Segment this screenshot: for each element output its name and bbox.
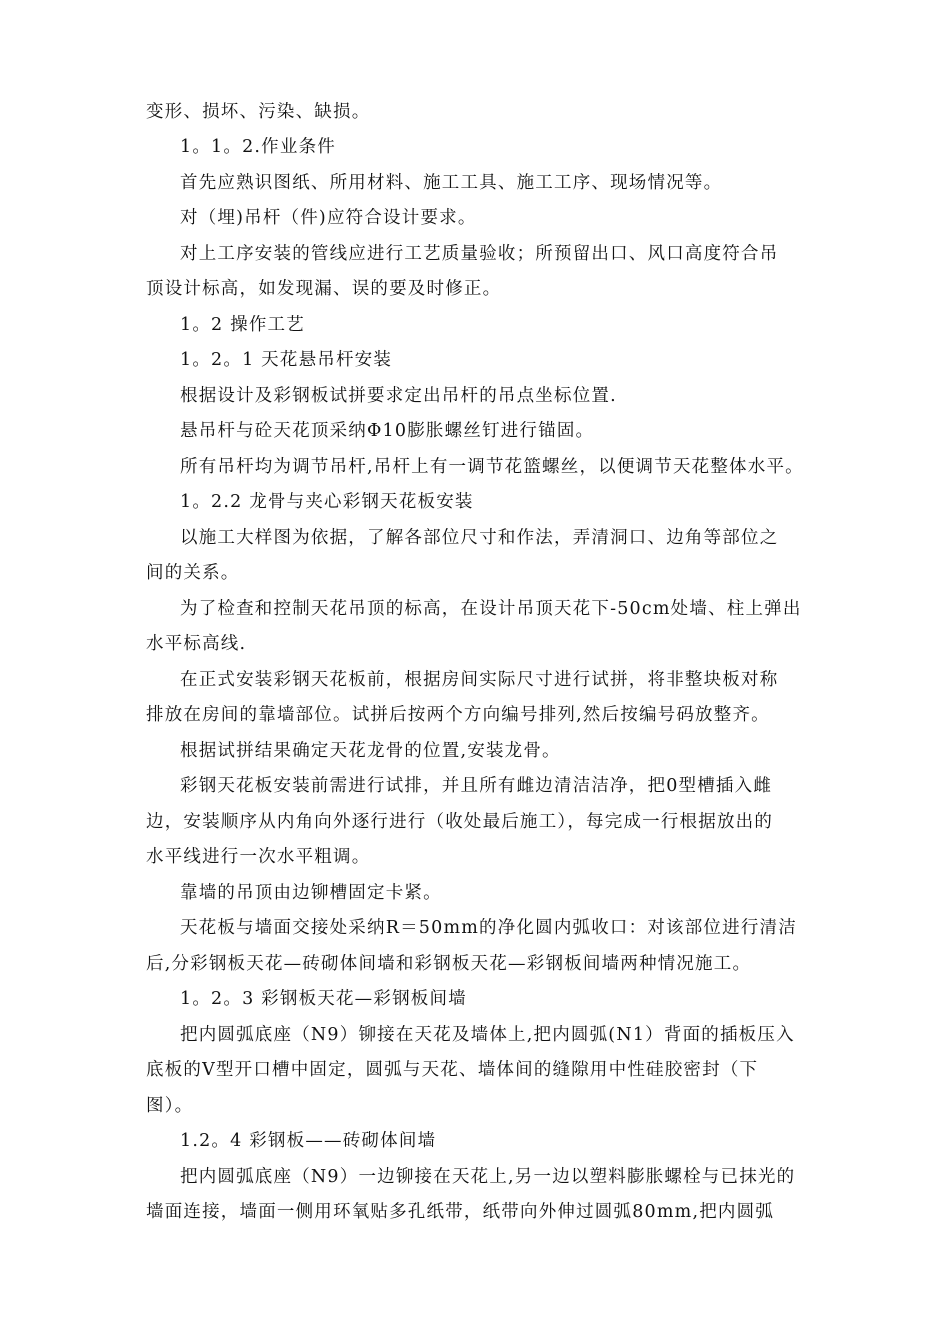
- text-line: 把内圆弧底座（N9）铆接在天花及墙体上,把内圆弧(N1）背面的插板压入: [180, 1025, 795, 1045]
- text-line: 水平标高线.: [146, 634, 247, 654]
- text-line: 天花板与墙面交接处采纳R＝50mm的净化圆内弧收口：对该部位进行清洁: [180, 918, 797, 938]
- text-line: 间的关系。: [146, 563, 240, 583]
- text-line: 边，安装顺序从内角向外逐行进行（收处最后施工），每完成一行根据放出的: [146, 812, 774, 832]
- text-line: 为了检查和控制天花吊顶的标高，在设计吊顶天花下-50cm处墙、柱上弹出: [180, 599, 802, 619]
- text-line: 在正式安装彩钢天花板前，根据房间实际尺寸进行试拼，将非整块板对称: [180, 670, 779, 690]
- text-line: 对（埋)吊杆（件)应符合设计要求。: [180, 208, 477, 228]
- text-line: 变形、损坏、污染、缺损。: [146, 102, 371, 122]
- text-line: 排放在房间的靠墙部位。试拼后按两个方向编号排列,然后按编号码放整齐。: [146, 705, 770, 725]
- text-line: 墙面连接，墙面一侧用环氧贴多孔纸带，纸带向外伸过圆弧80mm,把内圆弧: [146, 1202, 775, 1222]
- text-line: 以施工大样图为依据，了解各部位尺寸和作法，弄清洞口、边角等部位之: [180, 528, 779, 548]
- text-line: 顶设计标高，如发现漏、误的要及时修正。: [146, 279, 502, 299]
- text-line: 把内圆弧底座（N9）一边铆接在天花上,另一边以塑料膨胀螺栓与已抹光的: [180, 1167, 796, 1187]
- section-heading: 1。2.2 龙骨与夹心彩钢天花板安装: [180, 492, 474, 512]
- section-heading: 1。2 操作工艺: [180, 315, 305, 335]
- text-line: 靠墙的吊顶由边铆槽固定卡紧。: [180, 883, 442, 903]
- text-line: 后,分彩钢板天花—砖砌体间墙和彩钢板天花—彩钢板间墙两种情况施工。: [146, 954, 752, 974]
- text-line: 图）。: [146, 1096, 194, 1116]
- text-line: 水平线进行一次水平粗调。: [146, 847, 371, 867]
- text-line: 所有吊杆均为调节吊杆,吊杆上有一调节花篮螺丝，以便调节天花整体水平。: [180, 457, 804, 477]
- section-heading: 1。2。1 天花悬吊杆安装: [180, 350, 393, 370]
- text-line: 对上工序安装的管线应进行工艺质量验收；所预留出口、风口高度符合吊: [180, 244, 779, 264]
- section-heading: 1。1。2.作业条件: [180, 137, 336, 157]
- text-line: 彩钢天花板安装前需进行试排，并且所有雌边清洁洁净，把0型槽插入雌: [180, 776, 773, 796]
- section-heading: 1.2。4 彩钢板——砖砌体间墙: [180, 1131, 437, 1151]
- text-line: 根据设计及彩钢板试拼要求定出吊杆的吊点坐标位置.: [180, 386, 617, 406]
- text-line: 底板的V型开口槽中固定，圆弧与天花、墙体间的缝隙用中性硅胶密封（下: [146, 1060, 759, 1080]
- text-line: 悬吊杆与砼天花顶采纳Φ10膨胀螺丝钉进行锚固。: [180, 421, 595, 441]
- text-line: 根据试拼结果确定天花龙骨的位置,安装龙骨。: [180, 741, 561, 761]
- section-heading: 1。2。3 彩钢板天花—彩钢板间墙: [180, 989, 467, 1009]
- text-line: 首先应熟识图纸、所用材料、施工工具、施工工序、现场情况等。: [180, 173, 723, 193]
